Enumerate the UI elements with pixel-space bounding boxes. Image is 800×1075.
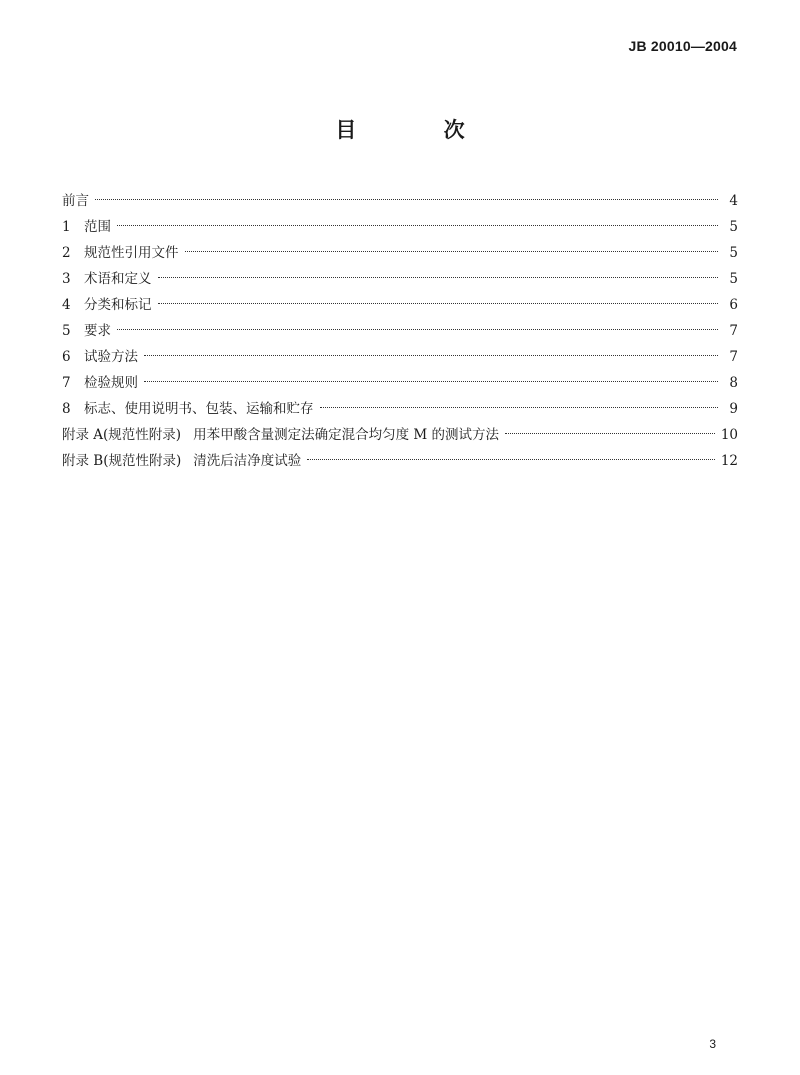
toc-entry-page: 5: [729, 245, 738, 261]
toc-entry-number: 8: [62, 401, 71, 417]
dot-leader: [158, 277, 719, 278]
toc-entry-test-methods[interactable]: [62, 344, 738, 370]
toc-entry-annex-a[interactable]: [62, 422, 738, 448]
toc-entry-page: 10: [720, 427, 738, 443]
page-title: 目 次: [335, 118, 505, 142]
dot-leader: [144, 355, 718, 356]
dot-leader: [144, 381, 718, 382]
toc-entry-page: 7: [729, 323, 738, 339]
toc-entry-label: 附录 B(规范性附录): [62, 453, 182, 469]
toc-entry-page: 12: [720, 453, 738, 469]
toc-entry-page: 8: [729, 375, 738, 391]
toc-entry-label: 术语和定义: [84, 271, 152, 287]
toc-entry-annex-b[interactable]: [62, 448, 738, 474]
dot-leader: [505, 433, 715, 434]
toc-entry-label: 规范性引用文件: [84, 245, 179, 261]
toc-entry-label: 检验规则: [84, 375, 138, 391]
page-number: 3: [709, 1037, 716, 1051]
dot-leader: [117, 329, 718, 330]
toc-entry-label: 标志、使用说明书、包装、运输和贮存: [84, 401, 314, 417]
toc-entry-label: 附录 A(规范性附录): [62, 427, 182, 443]
dot-leader: [307, 459, 715, 460]
toc-entry-label: 分类和标记: [84, 297, 152, 313]
toc-entry-number: 5: [62, 323, 71, 339]
toc-entry-page: 7: [729, 349, 738, 365]
toc-entry-number: 1: [62, 219, 71, 235]
toc-entry-number: 3: [62, 271, 71, 287]
toc-entry-label: 前言: [62, 193, 89, 209]
standard-code: JB 20010—2004: [628, 38, 737, 54]
toc-entry-label: 要求: [84, 323, 111, 339]
toc-entry-number: 2: [62, 245, 71, 261]
toc-entry-normative-references[interactable]: [62, 240, 738, 266]
toc-entry-page: 6: [729, 297, 738, 313]
toc-entry-page: 5: [729, 219, 738, 235]
toc-entry-marking-packaging[interactable]: [62, 396, 738, 422]
dot-leader: [320, 407, 719, 408]
toc-entry-page: 4: [729, 193, 738, 209]
toc-entry-label: 试验方法: [84, 349, 138, 365]
toc-entry-subtitle: 用苯甲酸含量测定法确定混合均匀度 M 的测试方法: [193, 427, 499, 443]
toc-entry-number: 4: [62, 297, 71, 313]
toc-entry-number: 6: [62, 349, 71, 365]
toc-entry-number: 7: [62, 375, 71, 391]
dot-leader: [158, 303, 719, 304]
toc-entry-label: 范围: [84, 219, 111, 235]
toc-entry-page: 5: [729, 271, 738, 287]
toc-entry-requirements[interactable]: [62, 318, 738, 344]
toc-entry-terms-definitions[interactable]: [62, 266, 738, 292]
toc-entry-inspection-rules[interactable]: [62, 370, 738, 396]
toc-entry-foreword[interactable]: [62, 188, 738, 214]
table-of-contents: [62, 188, 738, 474]
toc-entry-page: 9: [729, 401, 738, 417]
dot-leader: [185, 251, 719, 252]
toc-entry-subtitle: 清洗后洁净度试验: [193, 453, 302, 469]
dot-leader: [95, 199, 718, 200]
toc-entry-classification[interactable]: [62, 292, 738, 318]
dot-leader: [117, 225, 718, 226]
toc-entry-scope[interactable]: [62, 214, 738, 240]
